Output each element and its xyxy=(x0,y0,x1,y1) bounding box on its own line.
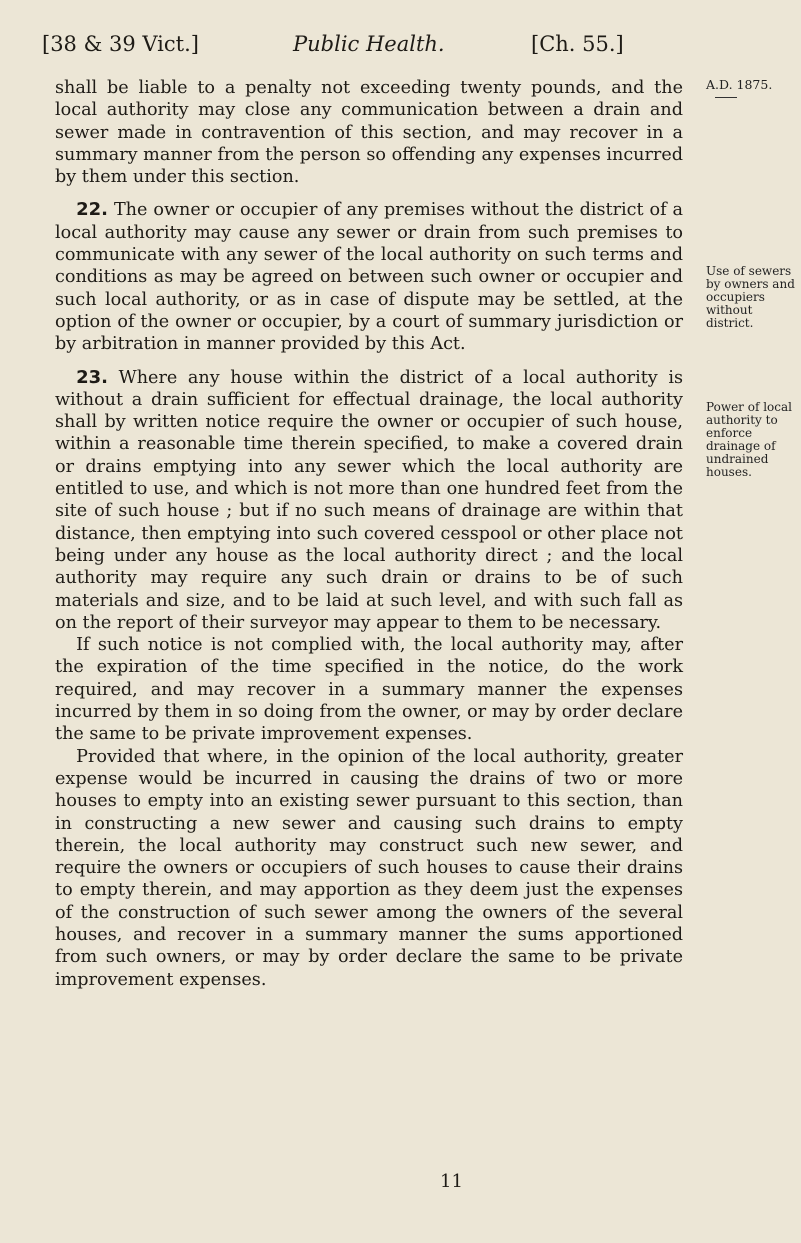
section-23-proviso: Provided that where, in the opinion of the local authority, greater expense would be incurred in causing the drains of two or more houses to empty into an existing sewer pursuant to this section, than in constructing a new sewer and causing such drains to empty therein, the local authority may construct such new sewer, and require the owners or occupiers of such houses to cause their drains to empty therein, and may apportion as they deem just the expenses of the construction of such sewer among the owners of the several houses, and recover in a summary manner the sums apportioned from such owners, or may by order declare the same to be private improvement expenses. xyxy=(55,746,683,990)
opening-paragraph: shall be liable to a penalty not exceeding twenty pounds, and the local authority may close any communication between a drain and sewer made in contravention of this section, and may recover in a summary manner from the person so offending any expenses incurred by them under this section. xyxy=(55,78,683,188)
running-header xyxy=(42,32,682,72)
margin-note-section-23: Power of local authority to enforce drainage of undrained houses. xyxy=(706,400,792,479)
margin-date: A.D. 1875. xyxy=(706,77,773,92)
date-rule xyxy=(715,97,737,98)
header-chapter: [Ch. 55.] xyxy=(531,32,624,56)
section-22 xyxy=(55,199,683,355)
section-23-number: 23. xyxy=(76,366,108,388)
body-text xyxy=(55,77,683,991)
section-22-text: The owner or occupier of any premises without the district of a local authority may cause any sewer or drain from such premises to communicate with any sewer of the local authority on such terms and conditions as may be agreed on between such owner or occupier and such local authority, or as in case of dispute may be settled, at the option of the owner or occupier, by a court of summary jurisdiction or by arbitration in manner provided by this Act. xyxy=(55,200,684,355)
section-22-number: 22. xyxy=(76,199,108,221)
page-number: 11 xyxy=(440,1171,463,1192)
header-regnal-year: [38 & 39 Vict.] xyxy=(42,32,199,56)
section-23 xyxy=(55,367,683,635)
section-23-notice: If such notice is not complied with, the local authority may, after the expiration of the time specified in the notice, do the work required, and may recover in a summary manner the expenses incurred by them in so doing from the owner, or may by order declare the same to be private improvement expenses. xyxy=(55,635,683,745)
margin-note-section-22: Use of sewers by owners and occupiers without district. xyxy=(706,264,795,330)
section-23-text: Where any house within the district of a local authority is without a drain sufficient for effectual drainage, the local authority shall by written notice require the owner or occupier of such house, within a reasonable time therein specified, to make a covered drain or drains emptying into any sewer which the local authority are entitled to use, and which is not more than one hundred feet from the site of such house ; but if no such means of drainage are within that distance, then emptying into such covered cesspool or other place not being under any house as the local authority direct ; and the local authority may require any such drain or drains to be of such materials and size, and to be laid at such level, and with such fall as on the report of their surveyor may appear to them to be necessary. xyxy=(55,367,684,633)
header-title: Public Health. xyxy=(293,32,445,56)
